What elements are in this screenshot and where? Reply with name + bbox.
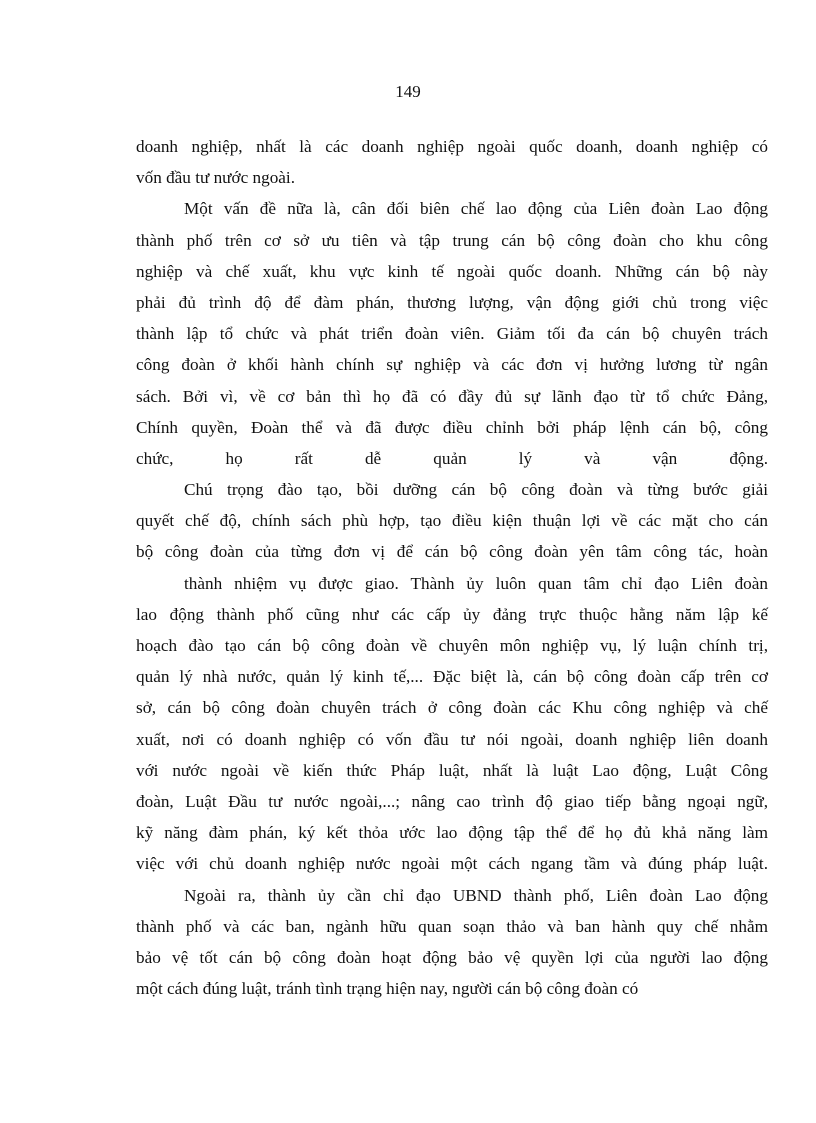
text-line: một cách đúng luật, tránh tình trạng hiện nay, người cán bộ công đoàn có	[136, 979, 639, 999]
text-line: Ngoài ra, thành ủy cần chỉ đạo UBND thành phố, Liên đoàn Lao động	[184, 885, 768, 905]
text-line: với nước ngoài về kiến thức Pháp luật, nhất là luật Lao động, Luật Công	[136, 760, 768, 780]
text-line: lao động thành phố cũng như các cấp ủy đảng trực thuộc hằng năm lập kế	[136, 604, 768, 624]
text-line: đoàn, Luật Đầu tư nước ngoài,...; nâng cao trình độ giao tiếp bằng ngoại ngữ,	[136, 791, 768, 811]
text-line: Chính quyền, Đoàn thể và đã được điều chỉnh bởi pháp lệnh cán bộ, công	[136, 417, 768, 437]
text-line: phải đủ trình độ để đàm phán, thương lượng, vận động giới chủ trong việc	[136, 292, 768, 312]
text-line: công đoàn ở khối hành chính sự nghiệp và các đơn vị hưởng lương từ ngân	[136, 355, 768, 375]
text-line: thành nhiệm vụ được giao. Thành ủy luôn quan tâm chỉ đạo Liên đoàn	[184, 573, 768, 593]
text-line: hoạch đào tạo cán bộ công đoàn về chuyên môn nghiệp vụ, lý luận chính trị,	[136, 636, 768, 655]
body-text	[136, 131, 768, 1004]
text-line: thành phố và các ban, ngành hữu quan soạn thảo và ban hành quy chế nhằm	[136, 916, 768, 936]
text-line: bảo vệ tốt cán bộ công đoàn hoạt động bảo vệ quyền lợi của người lao động	[136, 947, 768, 967]
text-line: nghiệp và chế xuất, khu vực kinh tế ngoài quốc doanh. Những cán bộ này	[136, 261, 768, 281]
text-line: Chú trọng đào tạo, bồi dưỡng cán bộ công đoàn và từng bước giải	[184, 480, 768, 500]
page-number: 149	[395, 82, 421, 101]
text-line: vốn đầu tư nước ngoài.	[136, 168, 295, 188]
text-line: kỹ năng đàm phán, ký kết thỏa ước lao động tập thể để họ đủ khả năng làm	[136, 823, 768, 843]
text-line: doanh nghiệp, nhất là các doanh nghiệp ngoài quốc doanh, doanh nghiệp có	[136, 137, 768, 156]
text-line: chức, họ rất dễ quản lý và vận động.	[136, 448, 768, 468]
text-line: sách. Bởi vì, về cơ bản thì họ đã có đầy đủ sự lãnh đạo từ tổ chức Đảng,	[136, 386, 768, 406]
text-line: quản lý nhà nước, quản lý kinh tế,... Đặc biệt là, cán bộ công đoàn cấp trên cơ	[136, 667, 768, 687]
text-line: bộ công đoàn của từng đơn vị để cán bộ công đoàn yên tâm công tác, hoàn	[136, 542, 768, 562]
text-line: quyết chế độ, chính sách phù hợp, tạo điều kiện thuận lợi về các mặt cho cán	[136, 511, 768, 531]
text-line: việc với chủ doanh nghiệp nước ngoài một cách ngang tầm và đúng pháp luật.	[136, 854, 768, 874]
text-line: thành lập tổ chức và phát triển đoàn viên. Giảm tối đa cán bộ chuyên trách	[136, 324, 768, 344]
text-line: sở, cán bộ công đoàn chuyên trách ở công đoàn các Khu công nghiệp và chế	[136, 698, 768, 718]
text-line: thành phố trên cơ sở ưu tiên và tập trung cán bộ công đoàn cho khu công	[136, 230, 768, 250]
text-line: xuất, nơi có doanh nghiệp có vốn đầu tư nói ngoài, doanh nghiệp liên doanh	[136, 729, 768, 749]
text-line: Một vấn đề nữa là, cân đối biên chế lao động của Liên đoàn Lao động	[184, 199, 768, 219]
